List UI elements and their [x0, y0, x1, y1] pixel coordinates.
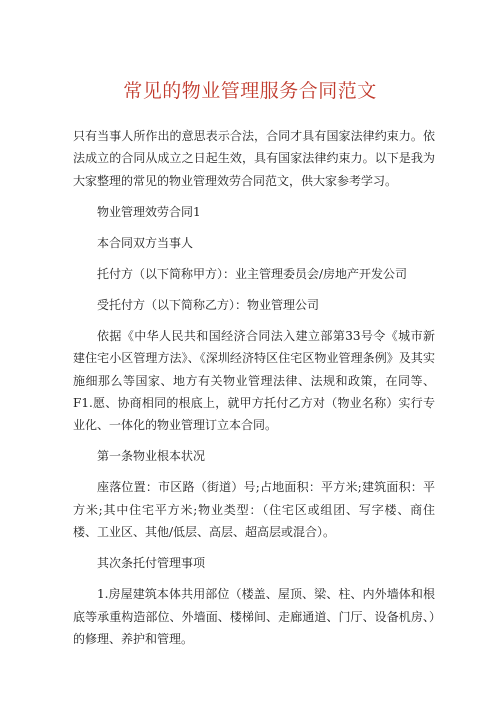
paragraph-intro: 只有当事人所作出的意思表示合法，合同才具有国家法律约束力。依法成立的合同从成立之日起生效，具有国家法律约束力。以下是我为大家整理的常见的物业管理效劳合同范文，供大家参考学习。	[73, 129, 435, 188]
paragraph-property-info: 座落位置：市区路（街道）号;占地面积：平方米;建筑面积：平方米;其中住宅平方米;物业类型：（住宅区或组团、写字楼、商住楼、工业区、其他/低层、高层、超高层或混合）。	[73, 480, 435, 540]
paragraph-parties-heading: 本合同双方当事人	[97, 235, 194, 250]
paragraph-legal-basis: 依据《中华人民共和国经济合同法入建立部第33号令《城市新建住宅小区管理方法》、《深圳经济特区住宅区物业管理条例》及其实施细那么等国家、地方有关物业管理法律、法规和政策，在同等、F1.愿、协商相同的根底上，就甲方托付乙方对（物业名称）实行专业化、一体化的物业管理订立本合同。	[73, 328, 435, 433]
paragraph-party-a: 托付方（以下简称甲方）：业主管理委员会/房地产开发公司	[97, 266, 408, 281]
document-title: 常见的物业管理服务合同范文	[123, 80, 377, 102]
paragraph-contract-heading: 物业管理效劳合同1	[97, 204, 201, 219]
paragraph-item-1: 1.房屋建筑本体共用部位（楼盖、屋顶、梁、柱、内外墙体和根底等承重构造部位、外墙面、楼梯间、走廊通道、门厅、设备机房、）的修理、养护和管理。	[73, 587, 435, 647]
document-body	[73, 125, 435, 659]
paragraph-article-1-heading: 第一条物业根本状况	[97, 449, 206, 464]
paragraph-article-2-heading: 其次条托付管理事项	[97, 556, 206, 571]
paragraph-party-b: 受托付方（以下简称乙方）：物业管理公司	[97, 297, 320, 312]
